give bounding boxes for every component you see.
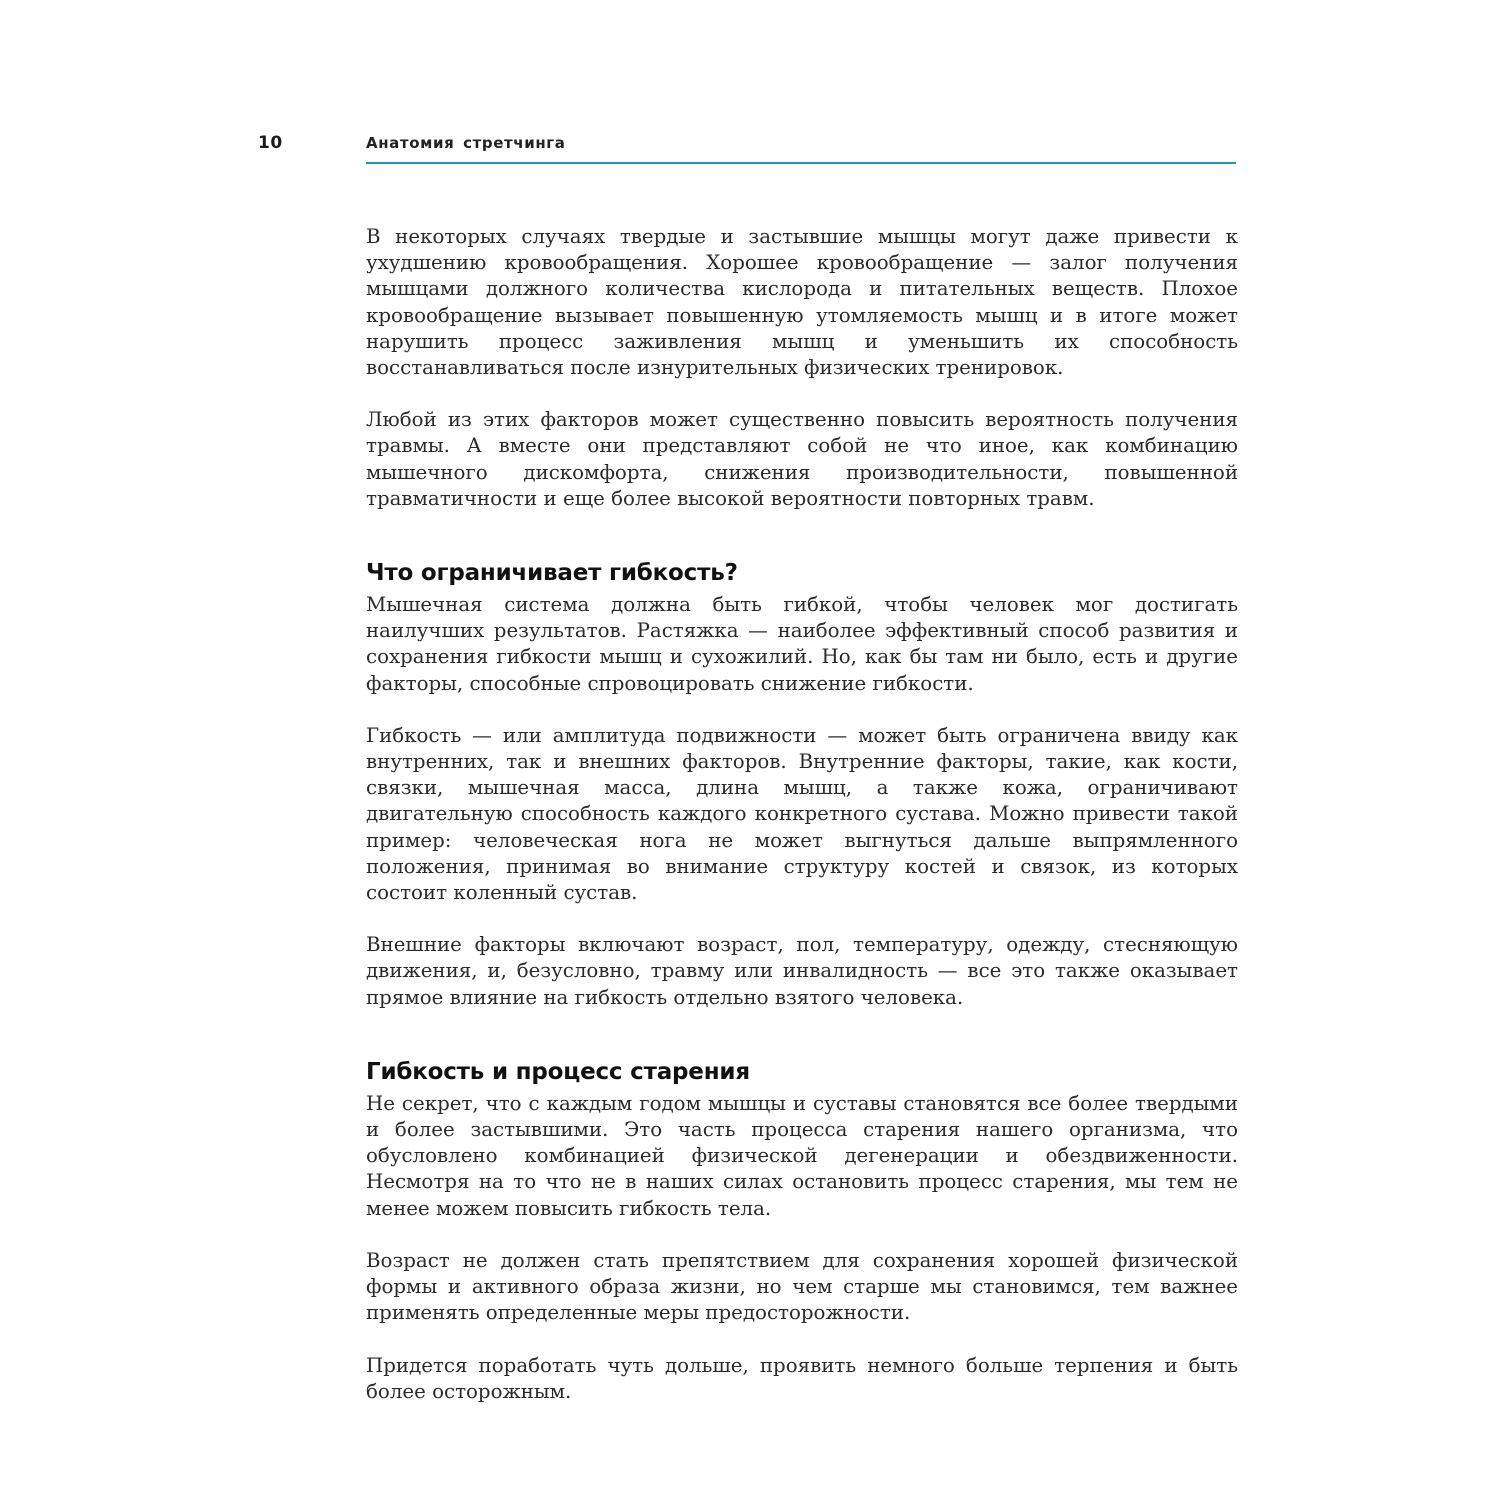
page-number: 10 xyxy=(258,133,283,153)
paragraph: Не секрет, что с каждым годом мышцы и суставы становятся все более твердыми и более застывшими. Это часть процесса старения нашего организма, что обусловлено комбинацией физической дегенерации и обездвиженности. Несмотря на то что не в наших силах остановить процесс старения, мы тем не менее можем повысить гибкость тела. xyxy=(366,1091,1238,1220)
page-content xyxy=(366,224,1238,1405)
section-heading-aging: Гибкость и процесс старения xyxy=(366,1058,750,1085)
paragraph: Мышечная система должна быть гибкой, чтобы человек мог достигать наилучших результатов. Растяжка — наиболее эффективный способ развития и сохранения гибкости мышц и сухожилий. Но, как бы там ни было, есть и другие факторы, способные спровоцировать снижение гибкости. xyxy=(366,593,1238,695)
paragraph: Внешние факторы включают возраст, пол, температуру, одежду, стесняющую движения, и, безусловно, травму или инвалидность — все это также оказывает прямое влияние на гибкость отдельно взятого человека. xyxy=(366,933,1238,1009)
paragraph: В некоторых случаях твердые и застывшие мышцы могут даже привести к ухудшению кровообращения. Хорошее кровообращение — залог получения мышцами должного количества кислорода и питательных веществ. Плохое кровообращение вызывает повышенную утомляемость мышц и в итоге может нарушить процесс заживления мышц и уменьшить их способность восстанавливаться после изнурительных физических тренировок. xyxy=(366,225,1238,380)
section-heading-flexibility-limits: Что ограничивает гибкость? xyxy=(366,560,738,587)
running-title: Анатомия стретчинга xyxy=(366,134,566,152)
paragraph: Любой из этих факторов может существенно повысить вероятность получения травмы. А вместе они представляют собой не что иное, как комбинацию мышечного дискомфорта, снижения производительности, повышенной травматичности и еще более высокой вероятности повторных травм. xyxy=(366,408,1238,510)
header-rule xyxy=(366,162,1236,164)
paragraph: Возраст не должен стать препятствием для сохранения хорошей физической формы и активного образа жизни, но чем старше мы становимся, тем важнее применять определенные меры предосторожности. xyxy=(366,1248,1238,1325)
running-head xyxy=(0,133,1500,163)
paragraph: Придется поработать чуть дольше, проявить немного больше терпения и быть более осторожным. xyxy=(366,1353,1238,1403)
paragraph: Гибкость — или амплитуда подвижности — может быть ограничена ввиду как внутренних, так и внешних факторов. Внутренние факторы, такие, как кости, связки, мышечная масса, длина мышц, а также кожа, ограничивают двигательную способность каждого конкретного сустава. Можно привести такой пример: человеческая нога не может выгнуться дальше выпрямленного положения, принимая во внимание структуру костей и связок, из которых состоит коленный сустав. xyxy=(366,723,1238,905)
